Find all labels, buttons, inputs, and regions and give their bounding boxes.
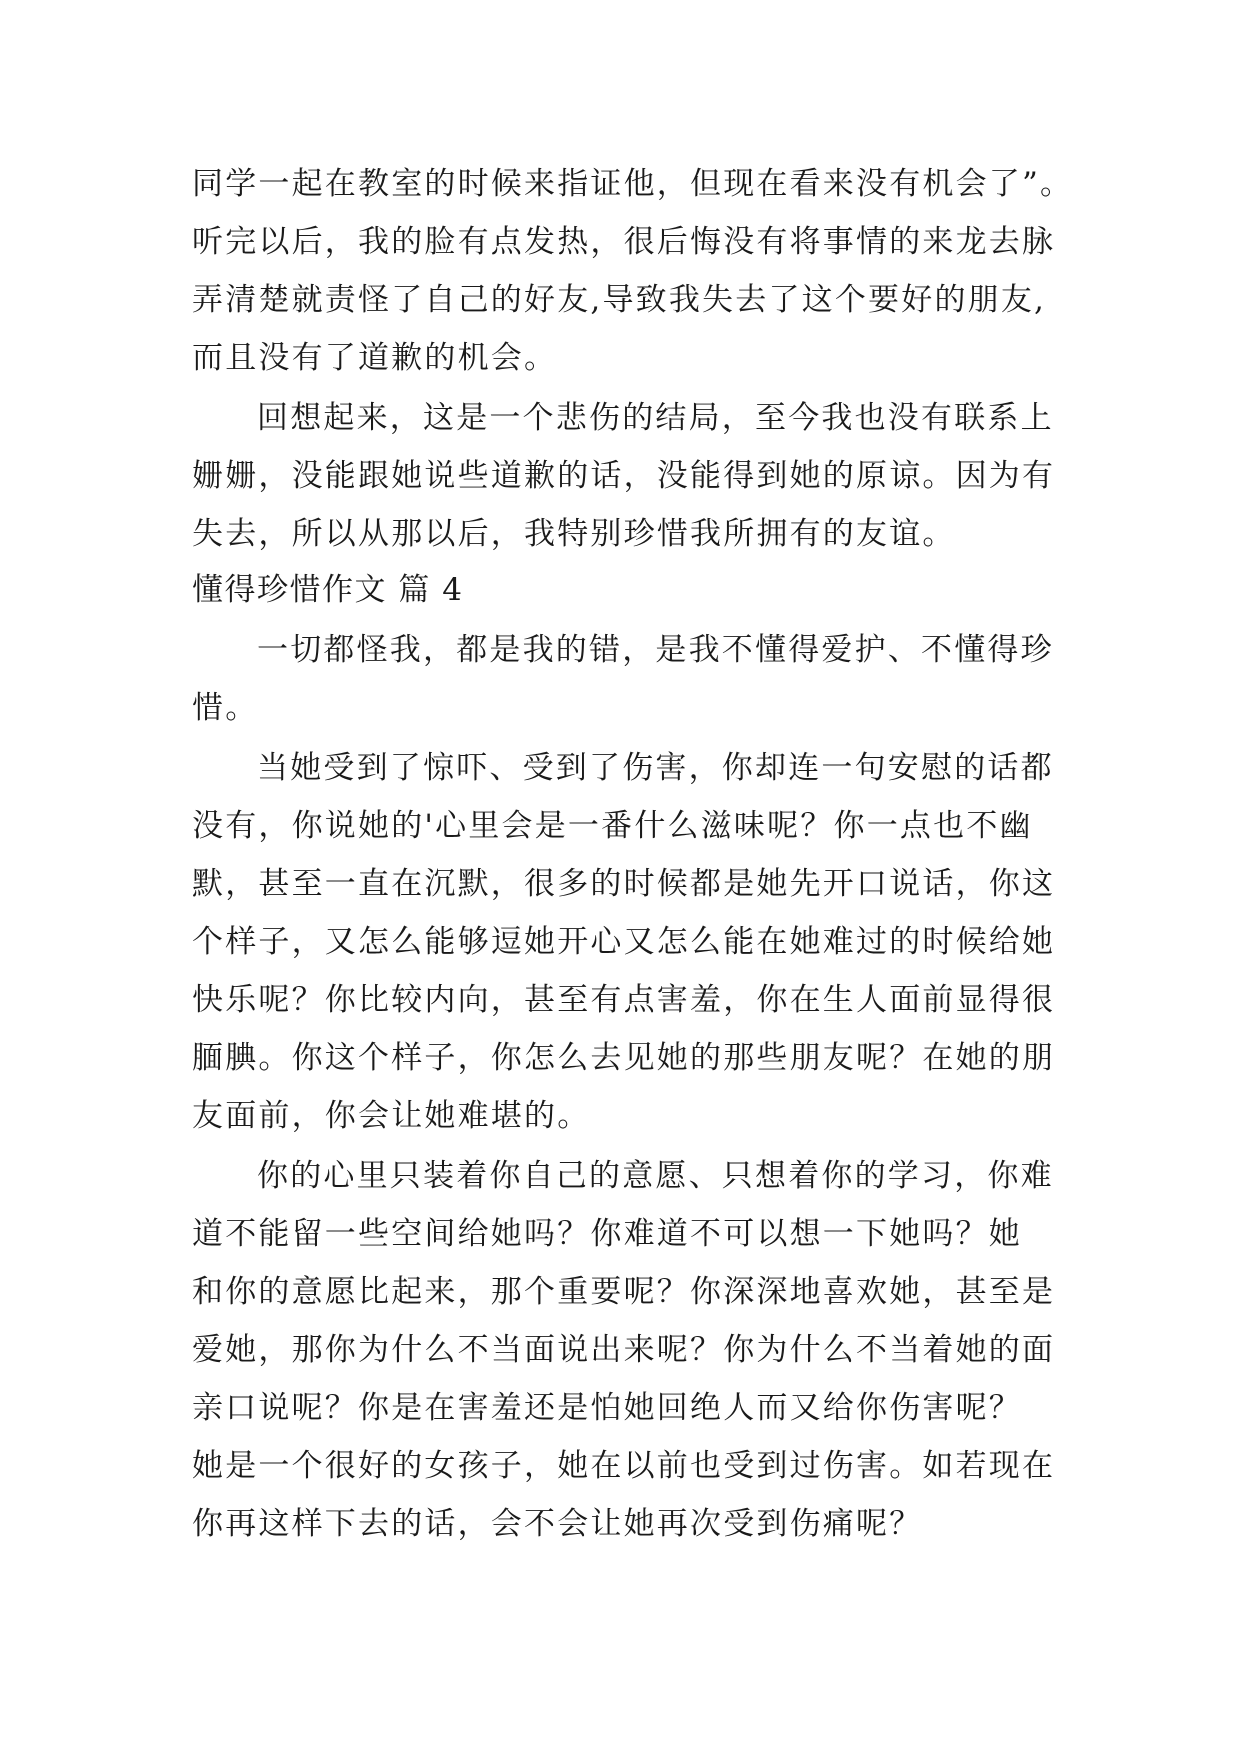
section-heading: 懂得珍惜作文 篇 4 <box>192 572 464 608</box>
text-line: 当她受到了惊吓、受到了伤害，你却连一句安慰的话都 <box>257 750 1054 786</box>
text-line: 友面前，你会让她难堪的。 <box>192 1098 591 1134</box>
text-line: 她是一个很好的女孩子，她在以前也受到过伤害。如若现在 <box>192 1448 1056 1484</box>
text-line: 亲口说呢？你是在害羞还是怕她回绝人而又给你伤害呢？ <box>192 1390 1022 1426</box>
text-line: 听完以后，我的脸有点发热，很后悔没有将事情的来龙去脉 <box>192 224 1056 260</box>
text-line: 姗姗，没能跟她说些道歉的话，没能得到她的原谅。因为有 <box>192 458 1056 494</box>
text-line: 失去，所以从那以后，我特别珍惜我所拥有的友谊。 <box>192 516 956 552</box>
text-line: 弄清楚就责怪了自己的好友,导致我失去了这个要好的朋友, <box>192 282 1047 318</box>
text-line: 回想起来，这是一个悲伤的结局，至今我也没有联系上 <box>257 400 1054 436</box>
text-line: 而且没有了道歉的机会。 <box>192 340 558 376</box>
text-line: 惜。 <box>192 690 259 726</box>
text-line: 你的心里只装着你自己的意愿、只想着你的学习，你难 <box>257 1158 1054 1194</box>
text-line: 腼腆。你这个样子，你怎么去见她的那些朋友呢？在她的朋 <box>192 1040 1056 1076</box>
text-line: 爱她，那你为什么不当面说出来呢？你为什么不当着她的面 <box>192 1332 1056 1368</box>
text-line: 默，甚至一直在沉默，很多的时候都是她先开口说话，你这 <box>192 866 1056 902</box>
text-line: 快乐呢？你比较内向，甚至有点害羞，你在生人面前显得很 <box>192 982 1056 1018</box>
text-line: 没有，你说她的'心里会是一番什么滋味呢？你一点也不幽 <box>192 808 1033 844</box>
text-line: 个样子，又怎么能够逗她开心又怎么能在她难过的时候给她 <box>192 924 1056 960</box>
text-line: 一切都怪我，都是我的错，是我不懂得爱护、不懂得珍 <box>257 632 1054 668</box>
text-line: 同学一起在教室的时候来指证他，但现在看来没有机会了”。 <box>192 166 1074 202</box>
text-line: 和你的意愿比起来，那个重要呢？你深深地喜欢她，甚至是 <box>192 1274 1056 1310</box>
text-line: 你再这样下去的话，会不会让她再次受到伤痛呢？ <box>192 1506 923 1542</box>
text-line: 道不能留一些空间给她吗？你难道不可以想一下她吗？她 <box>192 1216 1022 1252</box>
